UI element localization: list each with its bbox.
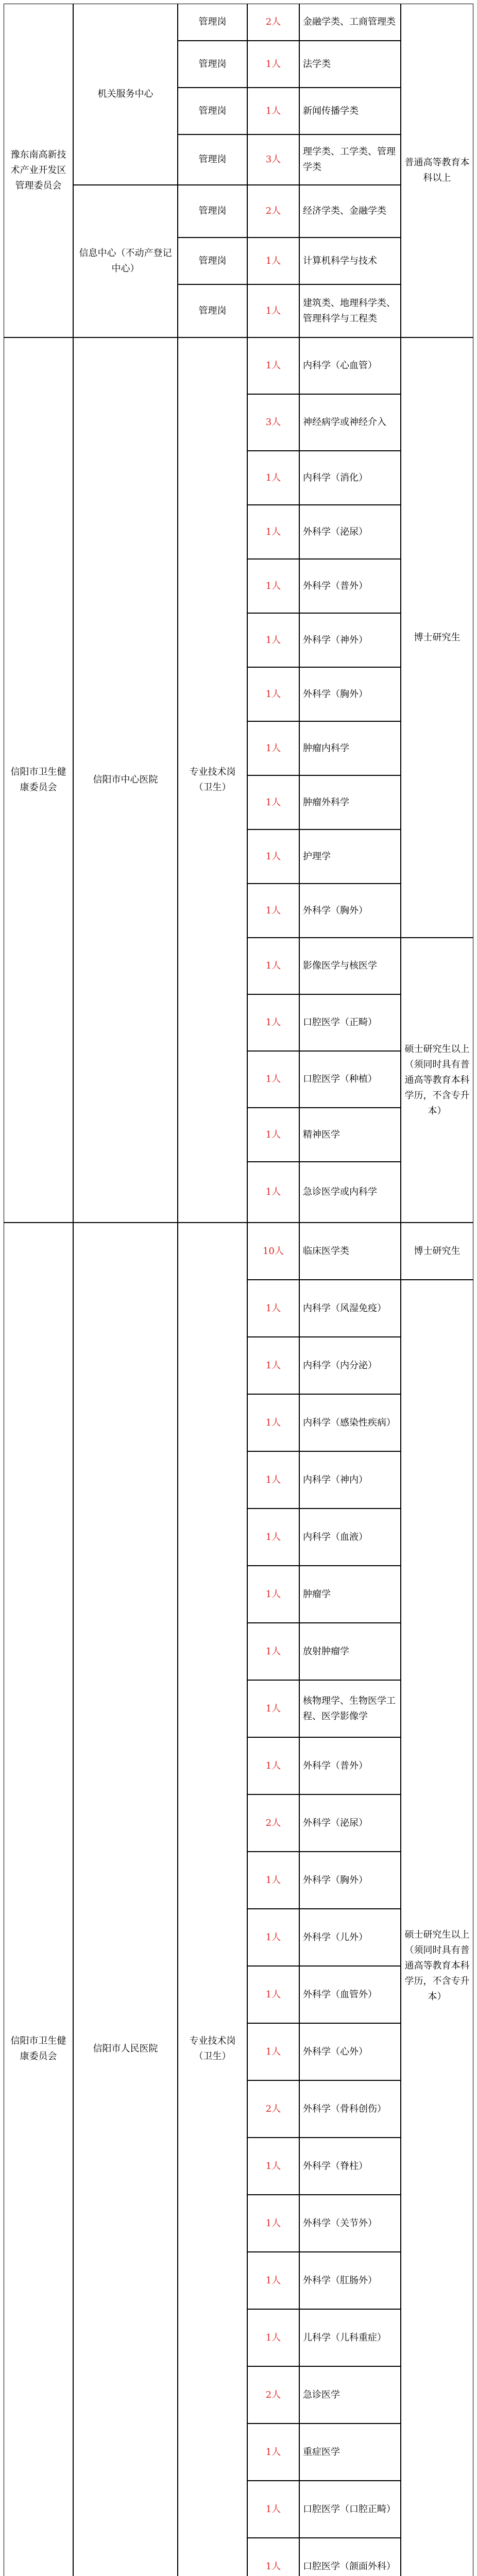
major-cell: 重症医学 (299, 2424, 401, 2481)
headcount-cell: 1人 (247, 1162, 299, 1223)
position-cell: 管理岗 (178, 185, 247, 238)
unit-cell: 机关服务中心 (73, 4, 178, 185)
unit-cell: 信阳市人民医院 (73, 1223, 178, 2576)
major-cell: 外科学（关节外） (299, 2195, 401, 2252)
headcount-cell: 1人 (247, 1737, 299, 1794)
major-cell: 放射肿瘤学 (299, 1623, 401, 1680)
major-cell: 外科学（肛肠外） (299, 2252, 401, 2309)
headcount-cell: 1人 (247, 1051, 299, 1108)
major-cell: 外科学（普外） (299, 1737, 401, 1794)
headcount-cell: 1人 (247, 2138, 299, 2195)
major-cell: 精神医学 (299, 1108, 401, 1162)
dept-cell: 豫东南高新技术产业开发区管理委员会 (4, 4, 73, 337)
headcount-cell: 1人 (247, 2252, 299, 2309)
major-cell: 儿科学（儿科重症） (299, 2309, 401, 2366)
headcount-cell: 10人 (247, 1223, 299, 1280)
headcount-cell: 2人 (247, 185, 299, 238)
dept-cell: 信阳市卫生健康委员会 (4, 337, 73, 1223)
position-cell: 管理岗 (178, 284, 247, 337)
headcount-cell: 1人 (247, 1451, 299, 1509)
headcount-cell: 1人 (247, 88, 299, 134)
major-cell: 内科学（消化） (299, 451, 401, 505)
major-cell: 急诊医学 (299, 2366, 401, 2424)
headcount-cell: 1人 (247, 505, 299, 559)
major-cell: 外科学（血管外） (299, 1966, 401, 2023)
headcount-cell: 1人 (247, 613, 299, 667)
major-cell: 外科学（泌尿） (299, 505, 401, 559)
headcount-cell: 1人 (247, 1566, 299, 1623)
headcount-cell: 1人 (247, 1394, 299, 1451)
headcount-cell: 1人 (247, 884, 299, 938)
education-cell: 硕士研究生以上（须同时具有普通高等教育本科学历，不含专升本） (401, 938, 473, 1223)
major-cell: 外科学（普外） (299, 559, 401, 613)
major-cell: 肿瘤内科学 (299, 721, 401, 775)
headcount-cell: 1人 (247, 559, 299, 613)
unit-cell: 信阳市中心医院 (73, 337, 178, 1223)
unit-cell: 信息中心（不动产登记中心） (73, 185, 178, 337)
major-cell: 临床医学类 (299, 1223, 401, 1280)
headcount-cell: 2人 (247, 2366, 299, 2424)
major-cell: 建筑类、地理科学类、管理科学与工程类 (299, 284, 401, 337)
major-cell: 外科学（胸外） (299, 667, 401, 721)
major-cell: 急诊医学或内科学 (299, 1162, 401, 1223)
major-cell: 外科学（心外） (299, 2023, 401, 2080)
headcount-cell: 2人 (247, 1794, 299, 1852)
headcount-cell: 1人 (247, 1280, 299, 1337)
major-cell: 外科学（脊柱） (299, 2138, 401, 2195)
headcount-cell: 1人 (247, 775, 299, 829)
major-cell: 口腔医学（口腔正畸） (299, 2481, 401, 2538)
dept-cell: 信阳市卫生健康委员会 (4, 1223, 73, 2576)
major-cell: 口腔医学（正畸） (299, 994, 401, 1051)
major-cell: 外科学（儿外） (299, 1909, 401, 1966)
education-cell: 硕士研究生以上（须同时具有普通高等教育本科学历，不含专升本） (401, 1280, 473, 2576)
major-cell: 计算机科学与技术 (299, 238, 401, 284)
major-cell: 外科学（泌尿） (299, 1794, 401, 1852)
position-cell: 管理岗 (178, 238, 247, 284)
headcount-cell: 1人 (247, 2424, 299, 2481)
headcount-cell: 1人 (247, 238, 299, 284)
major-cell: 外科学（骨科创伤） (299, 2080, 401, 2138)
headcount-cell: 2人 (247, 4, 299, 41)
major-cell: 外科学（胸外） (299, 884, 401, 938)
headcount-cell: 1人 (247, 1680, 299, 1737)
major-cell: 护理学 (299, 829, 401, 884)
major-cell: 外科学（胸外） (299, 1852, 401, 1909)
position-cell: 管理岗 (178, 4, 247, 41)
major-cell: 法学类 (299, 41, 401, 88)
headcount-cell: 1人 (247, 829, 299, 884)
headcount-cell: 1人 (247, 2195, 299, 2252)
headcount-cell: 1人 (247, 337, 299, 394)
headcount-cell: 1人 (247, 2309, 299, 2366)
position-cell: 管理岗 (178, 134, 247, 185)
major-cell: 核物理学、生物医学工程、医学影像学 (299, 1680, 401, 1737)
headcount-cell: 1人 (247, 1509, 299, 1566)
recruitment-table (4, 4, 473, 2576)
major-cell: 外科学（神外） (299, 613, 401, 667)
major-cell: 口腔医学（颌面外科） (299, 2538, 401, 2576)
major-cell: 金融学类、工商管理类 (299, 4, 401, 41)
position-cell: 管理岗 (178, 41, 247, 88)
major-cell: 肿瘤学 (299, 1566, 401, 1623)
headcount-cell: 1人 (247, 994, 299, 1051)
headcount-cell: 1人 (247, 1108, 299, 1162)
headcount-cell: 1人 (247, 938, 299, 994)
major-cell: 影像医学与核医学 (299, 938, 401, 994)
headcount-cell: 1人 (247, 2481, 299, 2538)
headcount-cell: 1人 (247, 1966, 299, 2023)
major-cell: 内科学（心血管） (299, 337, 401, 394)
position-cell: 管理岗 (178, 88, 247, 134)
major-cell: 神经病学或神经介入 (299, 394, 401, 451)
major-cell: 经济学类、金融学类 (299, 185, 401, 238)
headcount-cell: 1人 (247, 667, 299, 721)
major-cell: 内科学（风湿免疫） (299, 1280, 401, 1337)
headcount-cell: 1人 (247, 284, 299, 337)
headcount-cell: 3人 (247, 134, 299, 185)
headcount-cell: 3人 (247, 394, 299, 451)
headcount-cell: 1人 (247, 1852, 299, 1909)
education-cell: 普通高等教育本科以上 (401, 4, 473, 337)
education-cell: 博士研究生 (401, 337, 473, 938)
headcount-cell: 2人 (247, 2080, 299, 2138)
major-cell: 内科学（内分泌） (299, 1337, 401, 1394)
headcount-cell: 1人 (247, 721, 299, 775)
headcount-cell: 1人 (247, 2023, 299, 2080)
major-cell: 新闻传播学类 (299, 88, 401, 134)
headcount-cell: 1人 (247, 2538, 299, 2576)
major-cell: 内科学（感染性疾病） (299, 1394, 401, 1451)
education-cell: 博士研究生 (401, 1223, 473, 1280)
major-cell: 内科学（血液） (299, 1509, 401, 1566)
headcount-cell: 1人 (247, 1623, 299, 1680)
headcount-cell: 1人 (247, 41, 299, 88)
position-cell: 专业技术岗（卫生） (178, 1223, 247, 2576)
headcount-cell: 1人 (247, 1909, 299, 1966)
headcount-cell: 1人 (247, 451, 299, 505)
headcount-cell: 1人 (247, 1337, 299, 1394)
major-cell: 口腔医学（种植） (299, 1051, 401, 1108)
major-cell: 肿瘤外科学 (299, 775, 401, 829)
major-cell: 理学类、工学类、管理学类 (299, 134, 401, 185)
major-cell: 内科学（神内） (299, 1451, 401, 1509)
position-cell: 专业技术岗（卫生） (178, 337, 247, 1223)
